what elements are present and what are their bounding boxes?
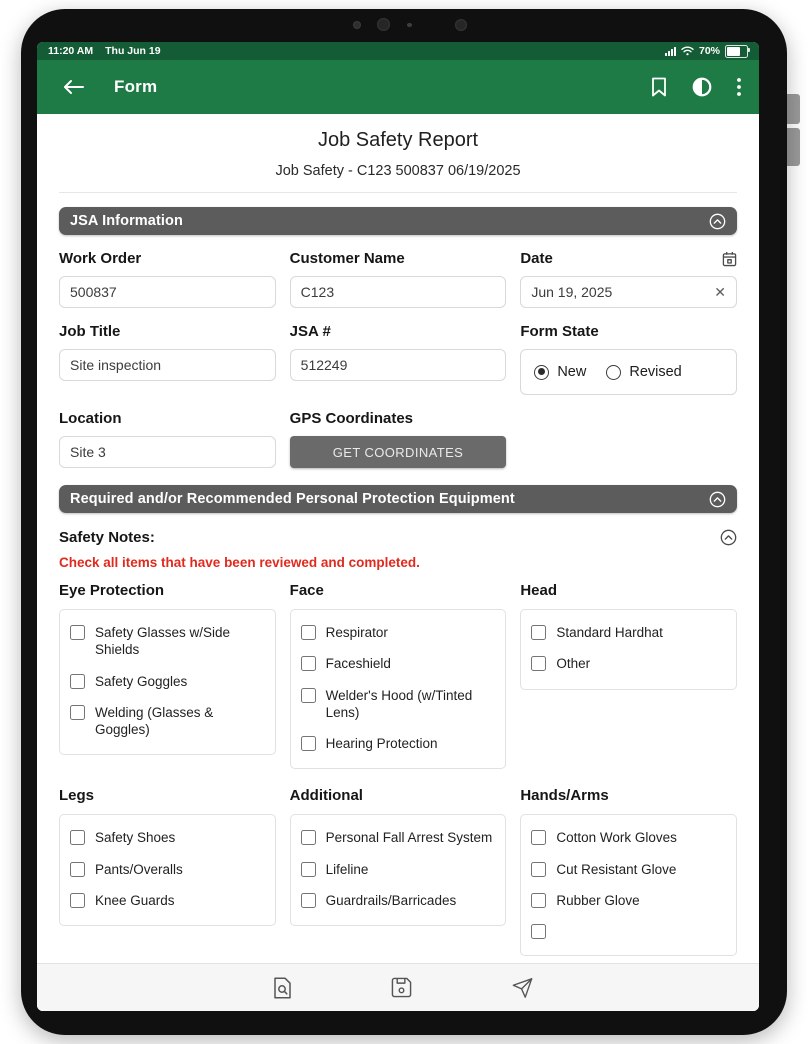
jsa-fields-grid [59,235,737,468]
ppe-checkbox-item[interactable]: Safety Shoes [70,829,265,846]
customer-name-value: C123 [300,284,335,300]
radio-new[interactable] [534,364,586,380]
ppe-group-eye-protection [59,582,276,755]
checkbox-icon [301,736,316,751]
checkbox-icon [70,862,85,877]
field-work-order [59,235,276,308]
ppe-checkbox-item[interactable]: Faceshield [301,655,496,672]
group-title: Head [520,582,558,599]
nav-title: Form [114,77,158,96]
radio-revised[interactable] [606,364,681,380]
customer-name-input[interactable] [290,276,507,308]
section-header-ppe[interactable] [59,485,737,513]
work-order-value: 500837 [70,284,117,300]
get-coordinates-button[interactable]: GET COORDINATES [290,436,507,468]
ppe-checkbox-item[interactable]: Standard Hardhat [531,624,726,641]
checkbox-icon [70,830,85,845]
clear-date-icon[interactable]: ✕ [714,284,726,300]
checkbox-icon [70,674,85,689]
section-title: JSA Information [70,213,183,229]
group-box [59,609,276,755]
ppe-checkbox-item[interactable]: Guardrails/Barricades [301,892,496,909]
checkbox-icon [531,893,546,908]
date-label: Date [520,250,553,267]
customer-name-label: Customer Name [289,250,405,267]
form-content [37,114,759,1011]
job-title-input[interactable] [59,349,276,381]
checkbox-icon [531,830,546,845]
ppe-checkbox-item[interactable]: Safety Glasses w/Side Shields [70,624,265,659]
group-box [290,814,507,926]
checkbox-icon [301,688,316,703]
empty-cell [520,395,737,468]
ppe-grid-row2 [59,787,737,956]
warning-text: Check all items that have been reviewed and completed. [59,555,420,570]
group-title: Eye Protection [59,582,165,599]
collapse-chevron-icon[interactable] [709,213,726,230]
camera-dot [353,21,361,29]
checkbox-icon [70,625,85,640]
ppe-checkbox-item[interactable]: Safety Goggles [70,673,265,690]
field-customer-name [290,235,507,308]
group-box [520,814,737,956]
checkbox-icon [301,656,316,671]
ppe-group-face [290,582,507,769]
collapse-chevron-icon[interactable] [709,491,726,508]
ppe-checkbox-item[interactable]: Hearing Protection [301,735,496,752]
bottom-toolbar [37,963,759,1011]
safety-notes-row [59,529,737,546]
group-box [520,609,737,690]
field-gps [290,395,507,468]
tablet-device [21,9,787,1035]
radio-selected-icon [534,365,549,380]
back-arrow-icon[interactable] [63,79,84,95]
status-date: Thu Jun 19 [105,45,161,57]
group-title: Additional [289,787,363,805]
work-order-label: Work Order [59,250,142,267]
work-order-input[interactable] [59,276,276,308]
gps-label: GPS Coordinates [289,410,414,427]
field-location [59,395,276,468]
form-state-group [520,349,737,395]
form-state-label: Form State [520,323,599,340]
ppe-group-hands-arms [520,787,737,956]
field-date [520,235,737,308]
save-icon[interactable] [391,977,412,998]
camera-dot [455,19,467,31]
ppe-checkbox-item[interactable]: Cut Resistant Glove [531,861,726,878]
ppe-checkbox-item[interactable]: Welding (Glasses & Goggles) [70,704,265,739]
group-title: Hands/Arms [520,787,609,805]
ppe-checkbox-item[interactable]: Knee Guards [70,892,265,909]
checkbox-icon [301,625,316,640]
group-box [290,609,507,769]
radio-revised-label: Revised [629,364,682,380]
radio-unselected-icon [606,365,621,380]
ppe-checkbox-item[interactable]: Personal Fall Arrest System [301,829,496,846]
contrast-icon[interactable] [691,76,713,98]
checkbox-icon [301,893,316,908]
location-label: Location [59,410,122,427]
ppe-checkbox-item[interactable]: Welder's Hood (w/Tinted Lens) [301,687,496,722]
section-title: Required and/or Recommended Personal Protection Equipment [70,491,515,507]
ppe-checkbox-item[interactable]: Pants/Overalls [70,861,265,878]
ppe-checkbox-item[interactable]: Lifeline [301,861,496,878]
ppe-grid-row1 [59,582,737,769]
field-jsa-number [290,308,507,395]
checkbox-icon [531,625,546,640]
radio-new-label: New [557,364,587,380]
checkbox-icon [531,862,546,877]
group-title: Legs [59,787,95,805]
field-job-title [59,308,276,395]
checkbox-icon [301,862,316,877]
battery-percent: 70% [698,45,720,57]
page-title: Job Safety Report [317,129,479,151]
page-subtitle: Job Safety - C123 500837 06/19/2025 [275,163,521,179]
jsa-number-value: 512249 [300,357,348,373]
ppe-group-legs [59,787,276,926]
ppe-group-additional [290,787,507,926]
status-bar [37,42,759,60]
checkbox-icon [531,924,546,939]
calendar-icon[interactable] [722,251,737,267]
ppe-checkbox-item[interactable]: Cotton Work Gloves [531,829,726,846]
kebab-menu-icon[interactable] [737,78,741,96]
ppe-checkbox-item[interactable]: Rubber Glove [531,892,726,909]
section-header-jsa[interactable] [59,207,737,235]
checkbox-icon [70,705,85,720]
front-camera [377,18,390,31]
document-preview-icon[interactable] [273,977,292,999]
ppe-checkbox-item[interactable]: Respirator [301,624,496,641]
sensor-dot [407,23,412,27]
job-title-value: Site inspection [70,357,162,373]
send-icon[interactable] [511,977,534,999]
job-title-label: Job Title [59,323,121,340]
date-input[interactable] [520,276,737,308]
group-box [59,814,276,926]
ppe-group-head [520,582,737,690]
location-input[interactable] [59,436,276,468]
field-form-state [520,308,737,395]
battery-icon [725,45,748,58]
collapse-chevron-icon[interactable] [720,529,737,546]
screen [37,42,759,1011]
wifi-icon [681,46,694,56]
group-title: Face [289,582,324,599]
location-value: Site 3 [70,444,106,460]
checkbox-icon [301,830,316,845]
bookmark-icon[interactable] [651,77,667,97]
form-header [59,114,737,193]
nav-bar [37,60,759,114]
ppe-checkbox-item[interactable]: Other [531,655,726,672]
checkbox-icon [531,656,546,671]
date-value: Jun 19, 2025 [531,284,613,300]
cellular-signal-icon [665,47,676,56]
jsa-number-input[interactable] [290,349,507,381]
ppe-checkbox-item-partial[interactable] [531,923,726,939]
checkbox-icon [70,893,85,908]
jsa-number-label: JSA # [289,323,331,340]
status-time: 11:20 AM [48,45,94,57]
safety-notes-label: Safety Notes: [59,529,155,546]
